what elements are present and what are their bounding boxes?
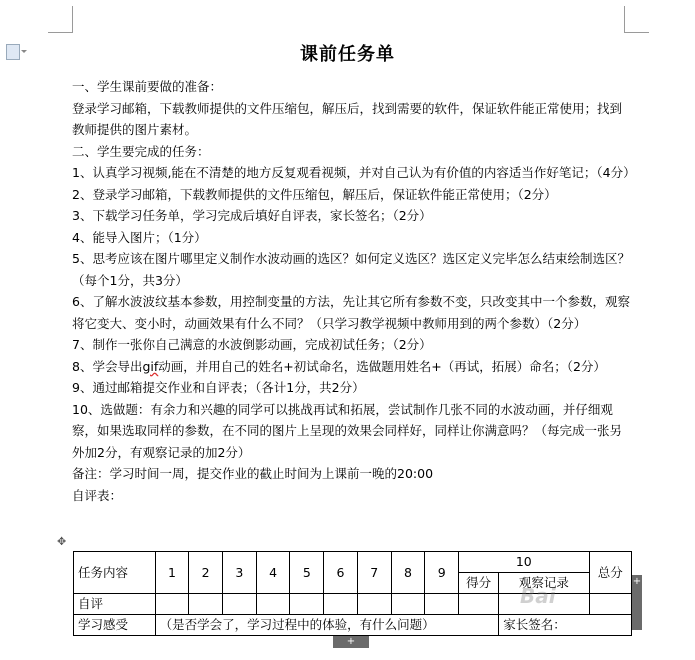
table-cell[interactable] (425, 594, 459, 615)
table-cell[interactable] (391, 594, 425, 615)
paragraph: 7、制作一张你自己满意的水波倒影动画，完成初试任务；（2分） (72, 337, 432, 352)
table-cell[interactable] (189, 594, 223, 615)
paragraph: 9、通过邮箱提交作业和自评表；（各计1分，共2分） (72, 380, 365, 395)
table-cell[interactable] (256, 594, 290, 615)
table-header-cell[interactable]: 7 (357, 552, 391, 594)
document-body (72, 76, 636, 506)
paragraph: 1、认真学习视频,能在不清楚的地方反复观看视频，并对自己认为有价值的内容适当作好笔记；（4分） (72, 165, 636, 180)
table-cell[interactable] (357, 594, 391, 615)
table-cell-parent-sign[interactable]: 家长签名： (499, 615, 632, 636)
watermark: Bai (520, 584, 556, 608)
table-cell[interactable] (155, 594, 189, 615)
table-header-cell[interactable]: 1 (155, 552, 189, 594)
table-row (74, 552, 632, 573)
table-header-cell[interactable]: 总分 (589, 552, 631, 594)
table-header-cell[interactable]: 4 (256, 552, 290, 594)
paragraph: 5、思考应该在图片哪里定义制作水波动画的选区？如何定义选区？选区定义完毕怎么结束绘制选区？（每个1分，共3分） (72, 251, 630, 288)
paragraph (72, 356, 632, 378)
table-add-row-handle-icon[interactable]: + (333, 636, 369, 648)
table-row (74, 615, 632, 636)
paragraph: 登录学习邮箱，下载教师提供的文件压缩包，解压后，找到需要的软件，保证软件能正常使用；找到教师提供的图片素材。 (72, 100, 623, 137)
paragraph: 3、下载学习任务单，学习完成后填好自评表，家长签名；（2分） (72, 208, 432, 223)
table-header-cell[interactable]: 8 (391, 552, 425, 594)
table-cell-feel-hint[interactable]: （是否学会了，学习过程中的体验，有什么问题） (155, 615, 499, 636)
table-cell[interactable] (589, 594, 631, 615)
page-title: 课前任务单 (300, 44, 395, 65)
spellcheck-word[interactable]: gif (142, 358, 159, 374)
paragraph: 自评表： (72, 487, 123, 503)
table-header-cell[interactable]: 任务内容 (74, 552, 156, 594)
paragraph: 10、选做题：有余力和兴趣的同学可以挑战再试和拓展，尝试制作几张不同的水波动画，并仔细观察，如果选取同样的参数，在不同的图片上呈现的效果会同样好，同样让你满意吗？（每完成一张另外加2分，有观察记录的加2分） (72, 401, 623, 460)
paragraph-start: 8、学会导出 (72, 358, 143, 374)
paragraph: 备注：学习时间一周，提交作业的截止时间为上课前一晚的20:00 (72, 466, 434, 481)
table-header-cell[interactable]: 3 (223, 552, 257, 594)
paragraph: 一、学生课前要做的准备： (72, 79, 223, 94)
page-corner-top-left (48, 6, 73, 33)
table-header-cell[interactable]: 5 (290, 552, 324, 594)
table-add-column-handle-icon[interactable]: + (632, 575, 642, 630)
paragraph: 4、能导入图片；（1分） (72, 229, 207, 245)
table-subheader-cell[interactable]: 观察记录 (499, 573, 589, 594)
table-cell[interactable] (290, 594, 324, 615)
table-cell[interactable] (324, 594, 358, 615)
table-header-cell[interactable]: 2 (189, 552, 223, 594)
table-cell[interactable] (459, 594, 499, 615)
paragraph: 6、了解水波波纹基本参数，用控制变量的方法，先让其它所有参数不变，只改变其中一个参数，观察将它变大、变小时，动画效果有什么不同？（只学习教学视频中教师用到的两个参数）（2分） (72, 294, 630, 331)
table-row-label[interactable]: 自评 (74, 594, 156, 615)
table-row-label[interactable]: 学习感受 (74, 615, 156, 636)
paragraph: 2、登录学习邮箱，下载教师提供的文件压缩包，解压后，保证软件能正常使用；（2分） (72, 186, 557, 202)
table-move-handle-icon[interactable]: ✥ (57, 535, 67, 548)
table-subheader-cell[interactable]: 得分 (459, 573, 499, 594)
table-header-cell[interactable]: 10 (459, 552, 590, 573)
paragraph: 二、学生要完成的任务： (72, 143, 210, 159)
table-header-cell[interactable]: 9 (425, 552, 459, 594)
table-header-cell[interactable]: 6 (324, 552, 358, 594)
page-corner-top-right (624, 6, 649, 33)
table-cell[interactable] (223, 594, 257, 615)
paragraph-end: 动画，并用自己的姓名+初试命名，选做题用姓名+（再试，拓展）命名；（2分） (158, 358, 606, 374)
